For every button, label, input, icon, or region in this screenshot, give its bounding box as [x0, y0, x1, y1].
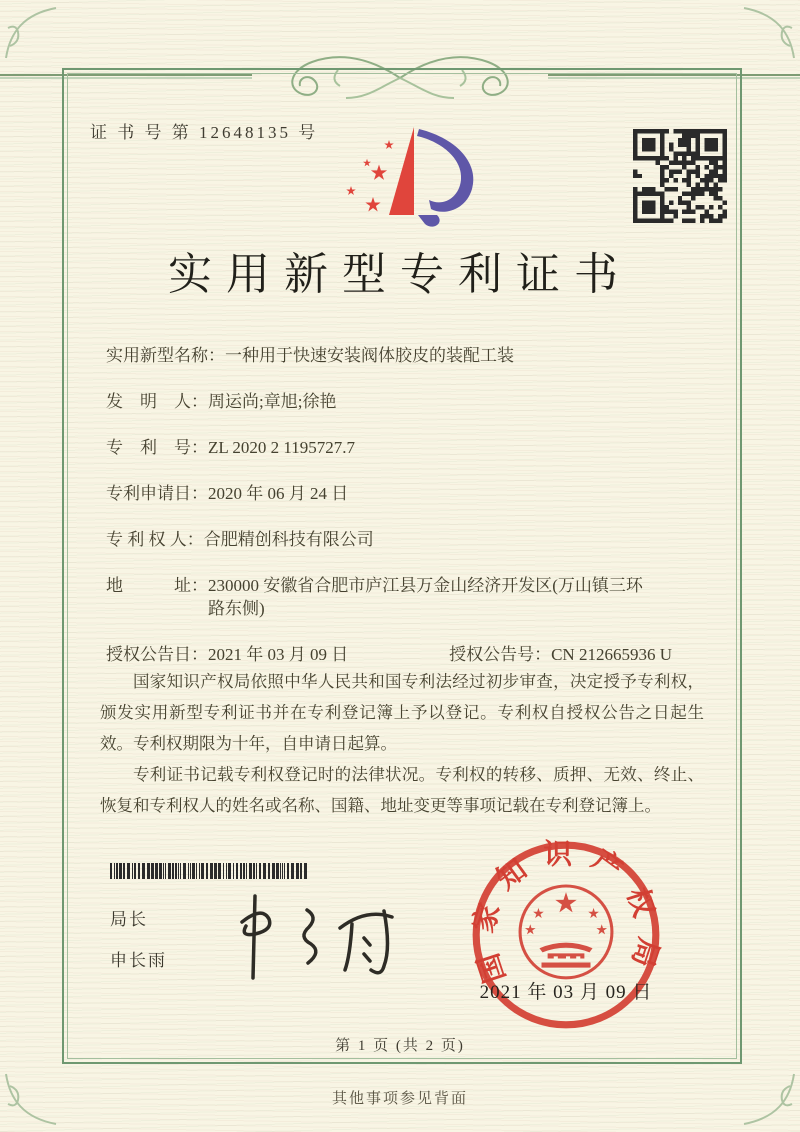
field-row-patent-number — [106, 436, 672, 459]
field-value: 合肥精创科技有限公司 — [203, 530, 374, 549]
barcode-icon — [110, 863, 310, 879]
corner-ornament-icon — [2, 2, 62, 62]
field-label: 专 利 权 人： — [106, 530, 204, 549]
signature-icon — [212, 880, 422, 990]
seal-date: 2021 年 03 月 09 日 — [479, 982, 653, 1003]
field-row-filing-date — [106, 482, 672, 505]
field-label: 授权公告日： — [106, 645, 208, 664]
field-value: 周运尚;章旭;徐艳 — [208, 392, 337, 411]
signer-block — [110, 905, 167, 987]
field-label: 实用新型名称： — [106, 346, 225, 365]
field-value: CN 212665936 U — [551, 645, 672, 664]
field-value: 2021 年 03 月 09 日 — [208, 645, 349, 664]
field-value: ZL 2020 2 1195727.7 — [208, 438, 356, 457]
seal-ring-text: 国家知识产权局 — [468, 839, 664, 987]
signer-title: 局长 — [110, 910, 148, 929]
signer-name: 申长雨 — [110, 951, 167, 970]
field-row-name — [106, 344, 672, 367]
page-number: 第 1 页 (共 2 页) — [335, 1038, 465, 1054]
cnipa-logo-icon — [333, 110, 485, 237]
field-label: 发 明 人： — [106, 392, 208, 411]
field-list — [106, 344, 672, 666]
field-label: 地 址： — [106, 576, 208, 595]
field-label: 专利申请日： — [106, 484, 208, 503]
certificate-number: 证 书 号 第 12648135 号 — [90, 123, 319, 142]
field-row-inventors — [106, 390, 672, 413]
field-row-address — [106, 574, 672, 620]
qr-code-icon — [633, 129, 727, 223]
corner-ornament-icon — [738, 2, 798, 62]
field-label: 授权公告号： — [449, 645, 552, 664]
field-value: 2020 年 06 月 24 日 — [208, 484, 349, 503]
legal-text — [100, 666, 704, 821]
certificate-title: 实用新型专利证书 — [168, 250, 632, 299]
field-label: 专 利 号： — [106, 438, 208, 457]
back-note: 其他事项参见背面 — [331, 1091, 468, 1107]
official-seal-icon — [468, 838, 664, 1034]
legal-paragraph: 专利证书记载专利权登记时的法律状况。专利权的转移、质押、无效、终止、恢复和专利权人的姓名或名称、国籍、地址变更等事项记载在专利登记簿上。 — [100, 765, 704, 815]
legal-paragraph: 国家知识产权局依照中华人民共和国专利法经过初步审查，决定授予专利权，颁发实用新型专利证书并在专利登记簿上予以登记。专利权自授权公告之日起生效。专利权期限为十年，自申请日起算。 — [100, 672, 704, 753]
field-value: 230000 安徽省合肥市庐江县万金山经济开发区(万山镇三环路东侧) — [208, 576, 643, 618]
field-row-patentee — [106, 528, 672, 551]
field-value: 一种用于快速安装阀体胶皮的装配工装 — [225, 346, 514, 365]
field-row-grant — [106, 643, 672, 666]
